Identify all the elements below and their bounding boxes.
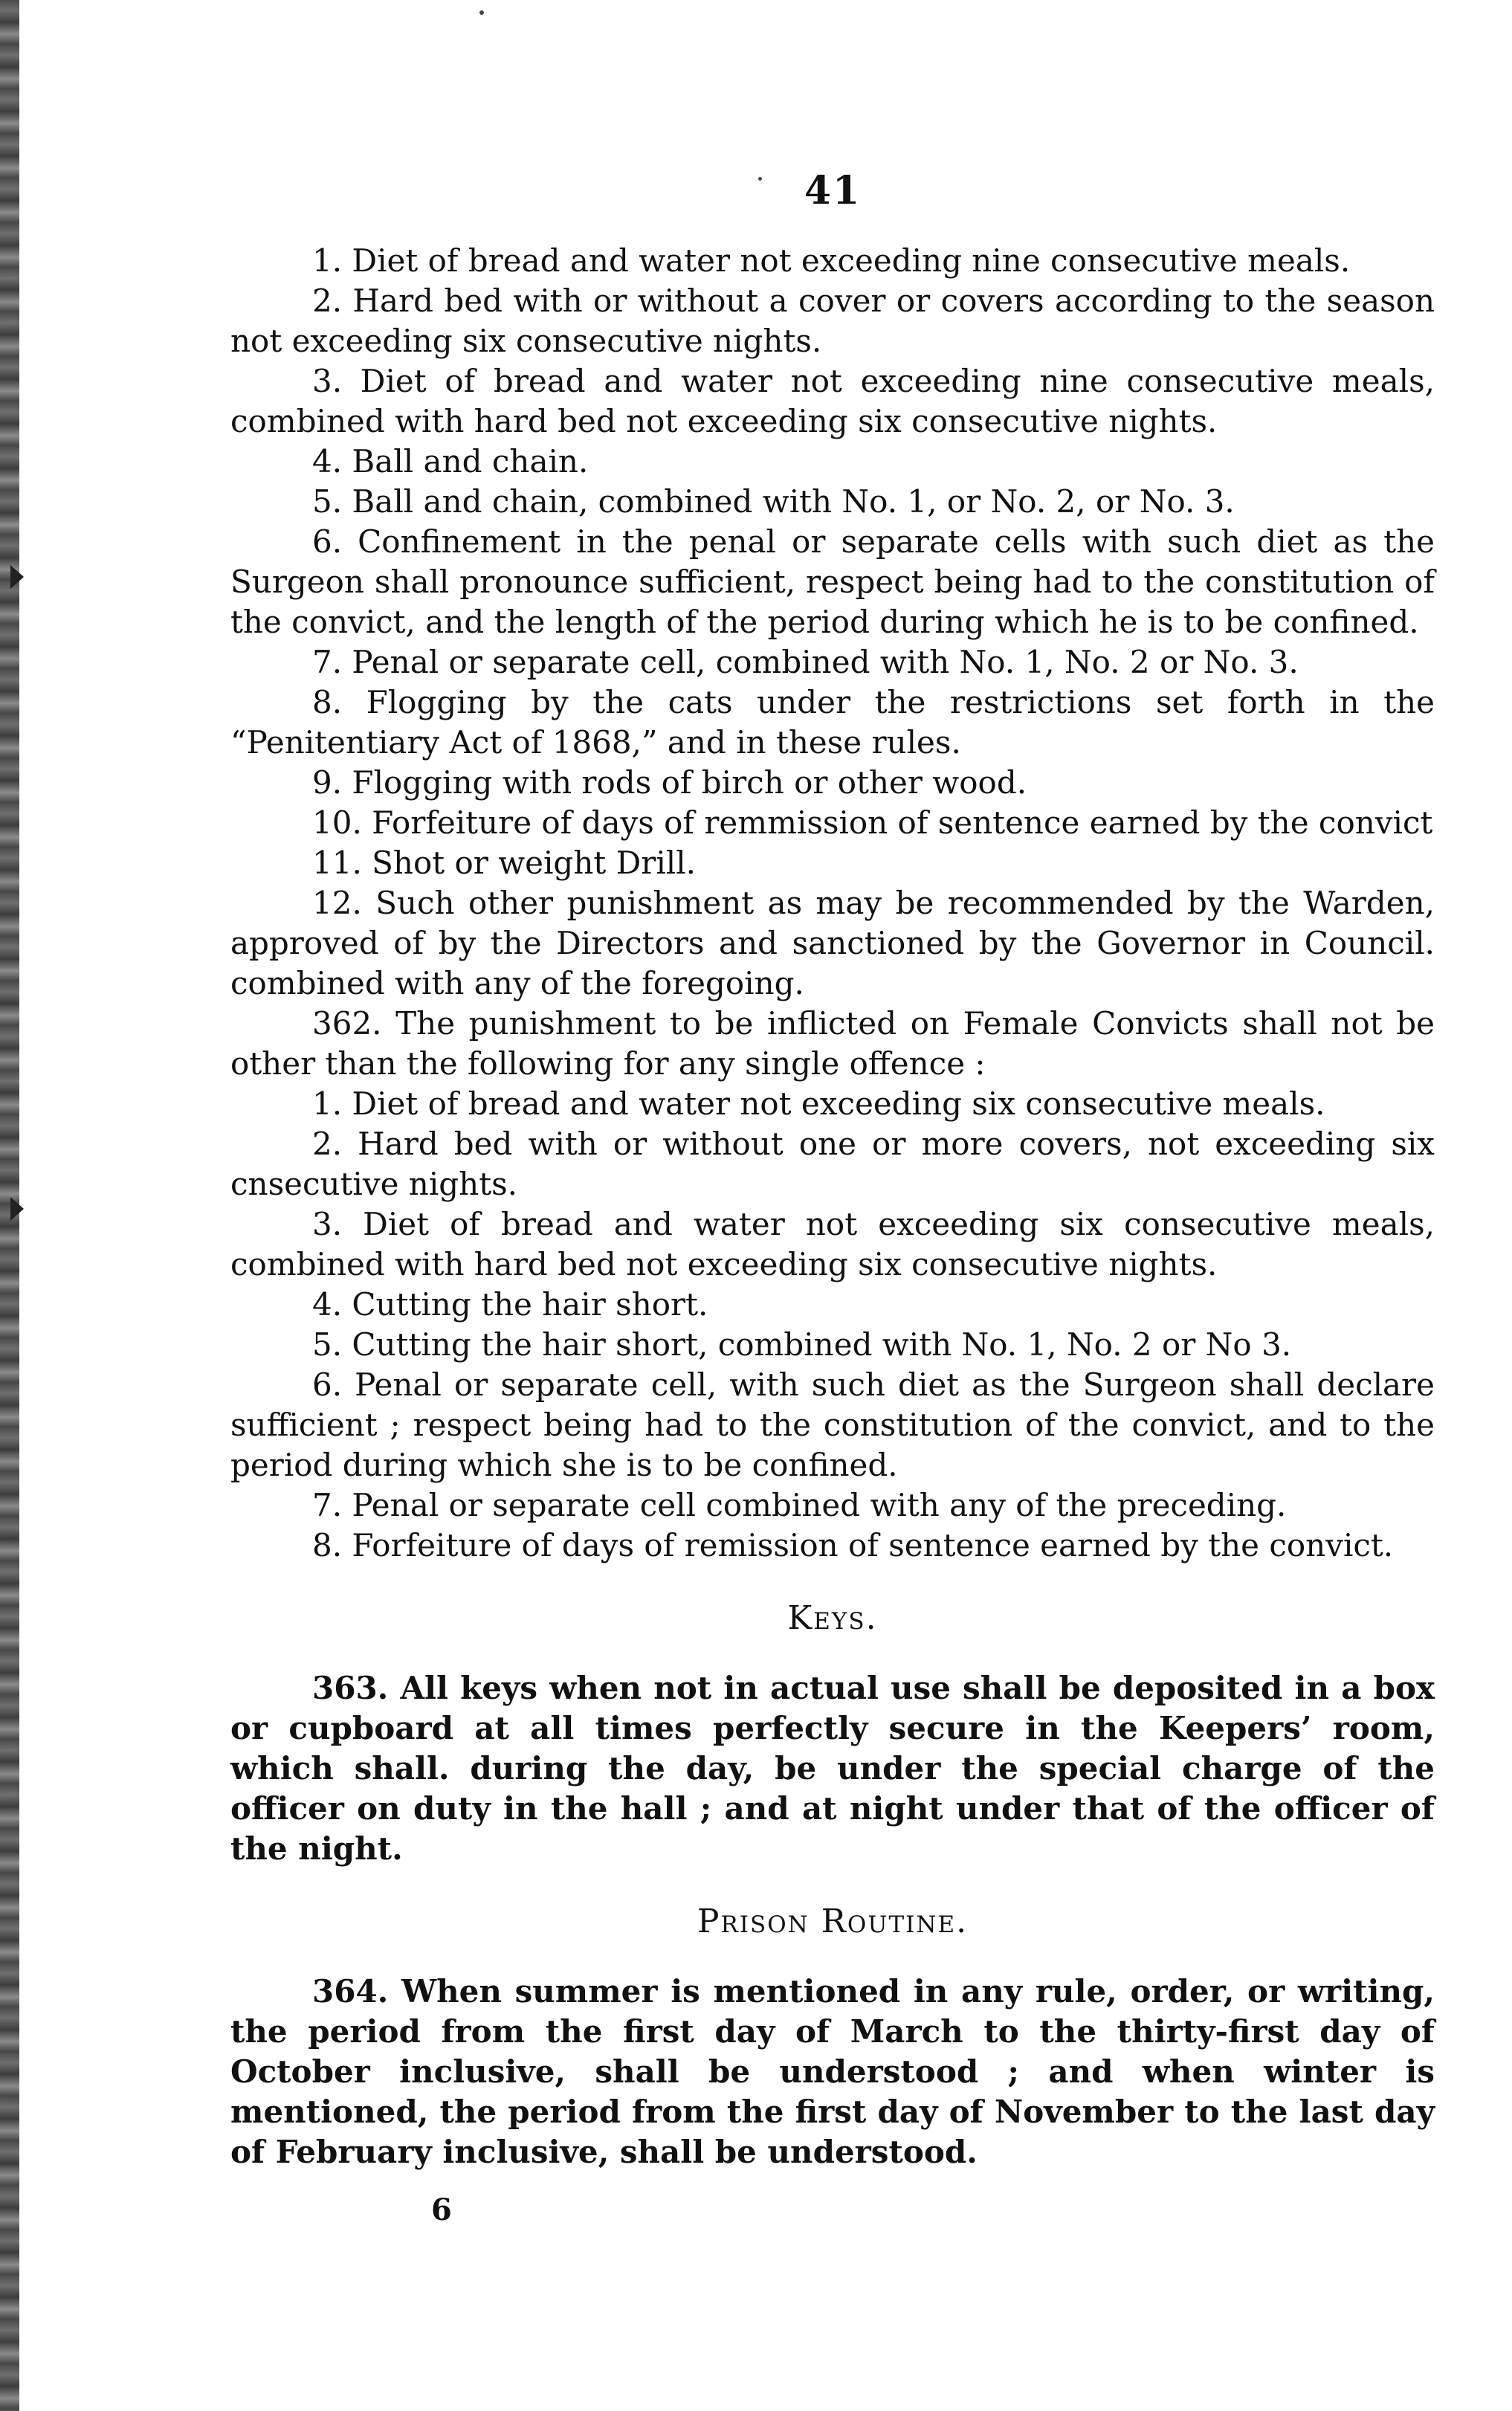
male-punishment-item: 3. Diet of bread and water not exceeding nine consecutive meals, combined with hard bed not exceeding six consecutive nights. — [230, 363, 1435, 439]
rule-364-paragraph: 364. When summer is mentioned in any rule, order, or writing, the period from the first day of March to the thirty-first day of October inclusive, shall be understood ; and when winter is mentioned, the period from the first day of November to the last day of February inclusive, shall be understood. — [230, 1973, 1435, 2170]
female-punishment-item: 4. Cutting the hair short. — [312, 1286, 708, 1323]
female-punishment-item: 6. Penal or separate cell, with such diet as the Surgeon shall declare sufficient ; respect being had to the constitution of the convict, and to the period during which she is to be confined. — [230, 1366, 1435, 1483]
male-punishment-item: 8. Flogging by the cats under the restrictions set forth in the “Penitentiary Act of 1868,” and in these rules. — [230, 684, 1435, 761]
male-punishment-item: 12. Such other punishment as may be recommended by the Warden, approved of by the Directors and sanctioned by the Governor in Council. combined with any of the foregoing. — [230, 885, 1435, 1001]
rule-362-paragraph: 362. The punishment to be inflicted on Female Convicts shall not be other than the following for any single offence : — [230, 1005, 1435, 1082]
rule-363-paragraph: 363. All keys when not in actual use shall be deposited in a box or cupboard at all times perfectly secure in the Keepers’ room, which shall. during the day, be under the special charge of the officer on duty in the hall ; and at night under that of the officer of the night. — [230, 1670, 1435, 1867]
binding-notch-mark — [10, 1197, 24, 1221]
binding-notch-mark — [10, 565, 24, 589]
male-punishment-item: 7. Penal or separate cell, combined with No. 1, No. 2 or No. 3. — [312, 644, 1299, 680]
section-heading-keys: Keys. — [787, 1599, 878, 1637]
male-punishment-item: 2. Hard bed with or without a cover or covers according to the season not exceeding six consecutive nights. — [230, 283, 1435, 359]
male-punishment-item: 1. Diet of bread and water not exceeding nine consecutive meals. — [312, 242, 1351, 279]
ink-speck — [479, 10, 484, 15]
male-punishment-item: 4. Ball and chain. — [312, 443, 589, 480]
male-punishment-item: 5. Ball and chain, combined with No. 1, or No. 2, or No. 3. — [312, 483, 1235, 520]
female-punishment-item: 3. Diet of bread and water not exceeding six consecutive meals, combined with hard bed not exceeding six consecutive nights. — [230, 1206, 1435, 1282]
male-punishment-item: 6. Confinement in the penal or separate cells with such diet as the Surgeon shall pronounce sufficient, respect being had to the constitution of the convict, and the length of the period during which he is to be confined. — [230, 523, 1435, 640]
section-heading-prison-routine: Prison Routine. — [697, 1902, 969, 1940]
female-punishment-item: 5. Cutting the hair short, combined with No. 1, No. 2 or No 3. — [312, 1326, 1292, 1363]
female-punishment-item: 8. Forfeiture of days of remission of sentence earned by the convict. — [312, 1527, 1394, 1563]
male-punishment-item: 10. Forfeiture of days of remmission of sentence earned by the convict — [312, 804, 1433, 841]
male-punishment-item: 9. Flogging with rods of birch or other wood. — [312, 764, 1027, 801]
page-number: 41 — [804, 168, 862, 213]
signature-mark: 6 — [431, 2192, 452, 2227]
male-punishment-item: 11. Shot or weight Drill. — [312, 845, 696, 881]
document-page — [230, 168, 1435, 2230]
female-punishment-item: 1. Diet of bread and water not exceeding six consecutive meals. — [312, 1085, 1325, 1122]
female-punishment-item: 7. Penal or separate cell combined with any of the preceding. — [312, 1487, 1287, 1523]
female-punishment-item: 2. Hard bed with or without one or more covers, not exceeding six cnsecutive nights. — [230, 1126, 1435, 1202]
